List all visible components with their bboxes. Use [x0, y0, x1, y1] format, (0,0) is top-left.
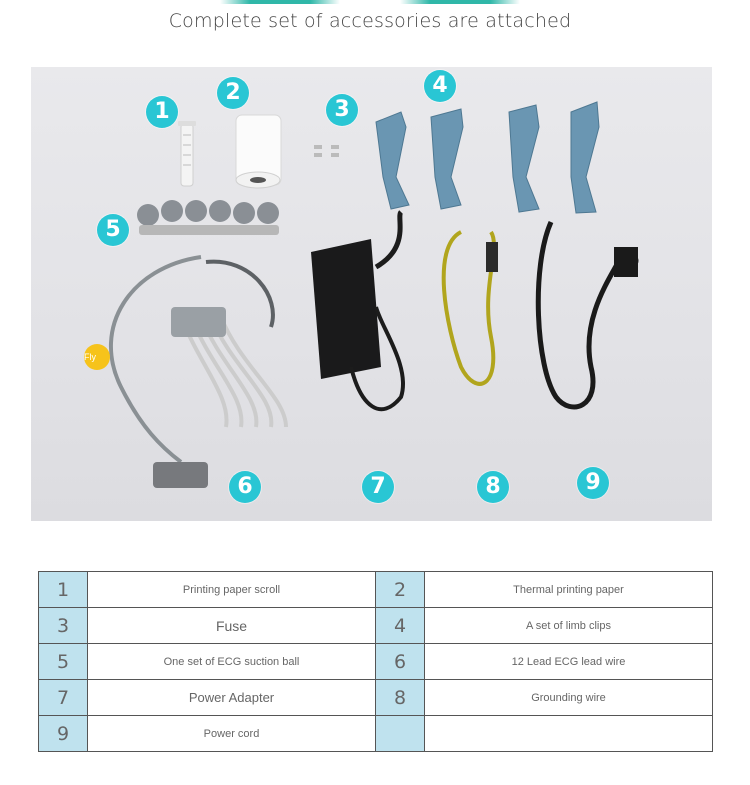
- power-cord-item: [538, 222, 638, 407]
- badge-9: 9: [577, 467, 609, 499]
- item-number: 5: [39, 644, 88, 680]
- item-number: 3: [39, 608, 88, 644]
- badge-7: 7: [362, 471, 394, 503]
- ecg-lead-wire-item: [111, 257, 286, 462]
- badge-3: 3: [326, 94, 358, 126]
- item-description: Fuse: [88, 608, 376, 644]
- item-number: 1: [39, 572, 88, 608]
- page-title: Complete set of accessories are attached: [168, 10, 572, 32]
- accessories-photo: [31, 67, 712, 521]
- item-number: 4: [376, 608, 425, 644]
- table-row: [39, 680, 713, 716]
- item-number: 8: [376, 680, 425, 716]
- grounding-wire-item: [444, 232, 498, 384]
- thermal-paper-roll-item: [236, 115, 281, 188]
- fuse-item: [314, 145, 339, 157]
- table-row: [39, 608, 713, 644]
- db-connector: [153, 462, 208, 488]
- accessories-illustration: [31, 67, 712, 521]
- item-number: 7: [39, 680, 88, 716]
- item-number: 6: [376, 644, 425, 680]
- accessories-table: [38, 571, 713, 752]
- power-adapter-item: [311, 212, 403, 409]
- suction-balls-item: [137, 200, 279, 235]
- badge-1: 1: [146, 96, 178, 128]
- badge-4: 4: [424, 70, 456, 102]
- badge-6: 6: [229, 471, 261, 503]
- paper-scroll-item: [178, 121, 196, 186]
- table-row: [39, 644, 713, 680]
- badge-8: 8: [477, 471, 509, 503]
- item-number: 9: [39, 716, 88, 752]
- item-description: Thermal printing paper: [425, 572, 713, 608]
- limb-clips-item: [376, 102, 599, 213]
- item-description: Power cord: [88, 716, 376, 752]
- top-decoration-strip: [220, 0, 520, 4]
- item-description: [425, 716, 713, 752]
- lead-wire-connector: [171, 307, 226, 337]
- badge-5: 5: [97, 214, 129, 246]
- item-description: Grounding wire: [425, 680, 713, 716]
- item-description: A set of limb clips: [425, 608, 713, 644]
- watermark-text: Fly: [84, 352, 96, 362]
- item-description: One set of ECG suction ball: [88, 644, 376, 680]
- table-row: [39, 716, 713, 752]
- badge-2: 2: [217, 77, 249, 109]
- item-description: 12 Lead ECG lead wire: [425, 644, 713, 680]
- item-description: Printing paper scroll: [88, 572, 376, 608]
- table-row: [39, 572, 713, 608]
- item-number: 2: [376, 572, 425, 608]
- item-number: [376, 716, 425, 752]
- item-description: Power Adapter: [88, 680, 376, 716]
